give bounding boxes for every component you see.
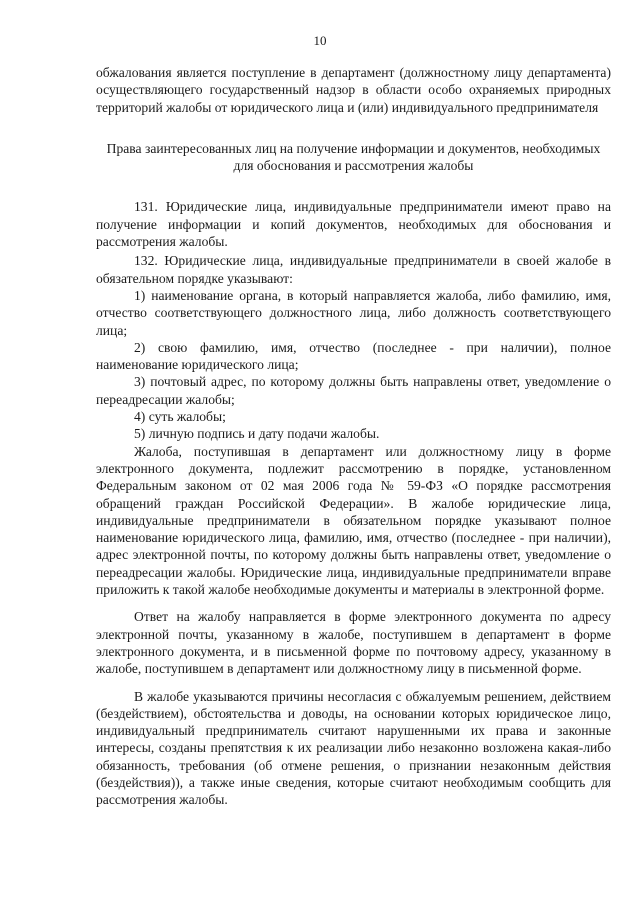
document-body: [96, 64, 611, 809]
paragraph-132: 132. Юридические лица, индивидуальные предприниматели в своей жалобе в обязательном порядке указывают:: [96, 253, 611, 286]
section-heading: Права заинтересованных лиц на получение информации и документов, необходимых для обоснования и рассмотрения жалобы: [106, 140, 601, 174]
page-number: 10: [313, 33, 327, 48]
list-item-4: 4) суть жалобы;: [134, 409, 226, 425]
paragraph-answer: Ответ на жалобу направляется в форме электронного документа по адресу электронной почты, указанному в жалобе, поступившем в департамент в форме электронного документа, и в письменной форме по почтовому адресу, указанному в жалобе, поступившем в департамент или должностному лицу в письменной форме.: [96, 609, 611, 677]
paragraph-131: 131. Юридические лица, индивидуальные предприниматели имеют право на получение информации и копий документов, необходимых для обоснования и рассмотрения жалобы.: [96, 199, 611, 250]
paragraph-continuation: обжалования является поступление в департамент (должностному лицу департамента) осуществляющего государственный надзор в области особо охраняемых природных территорий жалобы от юридического лица и (или) индивидуального предпринимателя: [96, 65, 611, 115]
list-item-1: 1) наименование органа, в который направляется жалоба, либо фамилию, имя, отчество соответствующего должностного лица, либо должность соответствующего лица;: [96, 287, 611, 338]
paragraph-electronic-complaint: Жалоба, поступившая в департамент или должностному лицу в форме электронного документа, подлежит рассмотрению в порядке, установленном Федеральным законом от 02 мая 2006 года № 59-ФЗ «О порядке рассмотрения обращений граждан Российской Федерации». В жалобе юридические лица, индивидуальные предприниматели в обязательном порядке указывают полное наименование юридического лица, фамилию, имя, отчество (последнее - при наличии), адрес электронной почты, по которому должны быть направлены ответ, уведомление о переадресации жалобы. Юридические лица, индивидуальные предприниматели вправе приложить к такой жалобе необходимые документы и материалы в электронной форме.: [96, 443, 611, 598]
paragraph-reasons: В жалобе указываются причины несогласия с обжалуемым решением, действием (бездействием), обстоятельства и доводы, на основании которых юридическое лицо, индивидуальный предприниматель считают нарушенными их права и законные интересы, созданы препятствия к их реализации либо незаконно возложена какая-либо обязанность, требования (об отмене решения, о признании незаконным действия (бездействия)), а также иные сведения, которые считают необходимым сообщить для рассмотрения жалобы.: [96, 688, 611, 808]
list-item-3: 3) почтовый адрес, по которому должны быть направлены ответ, уведомление о переадресации жалобы;: [96, 374, 611, 407]
list-item-5: 5) личную подпись и дату подачи жалобы.: [134, 426, 380, 442]
list-item-2: 2) свою фамилию, имя, отчество (последнее - при наличии), полное наименование юридического лица;: [96, 339, 611, 373]
